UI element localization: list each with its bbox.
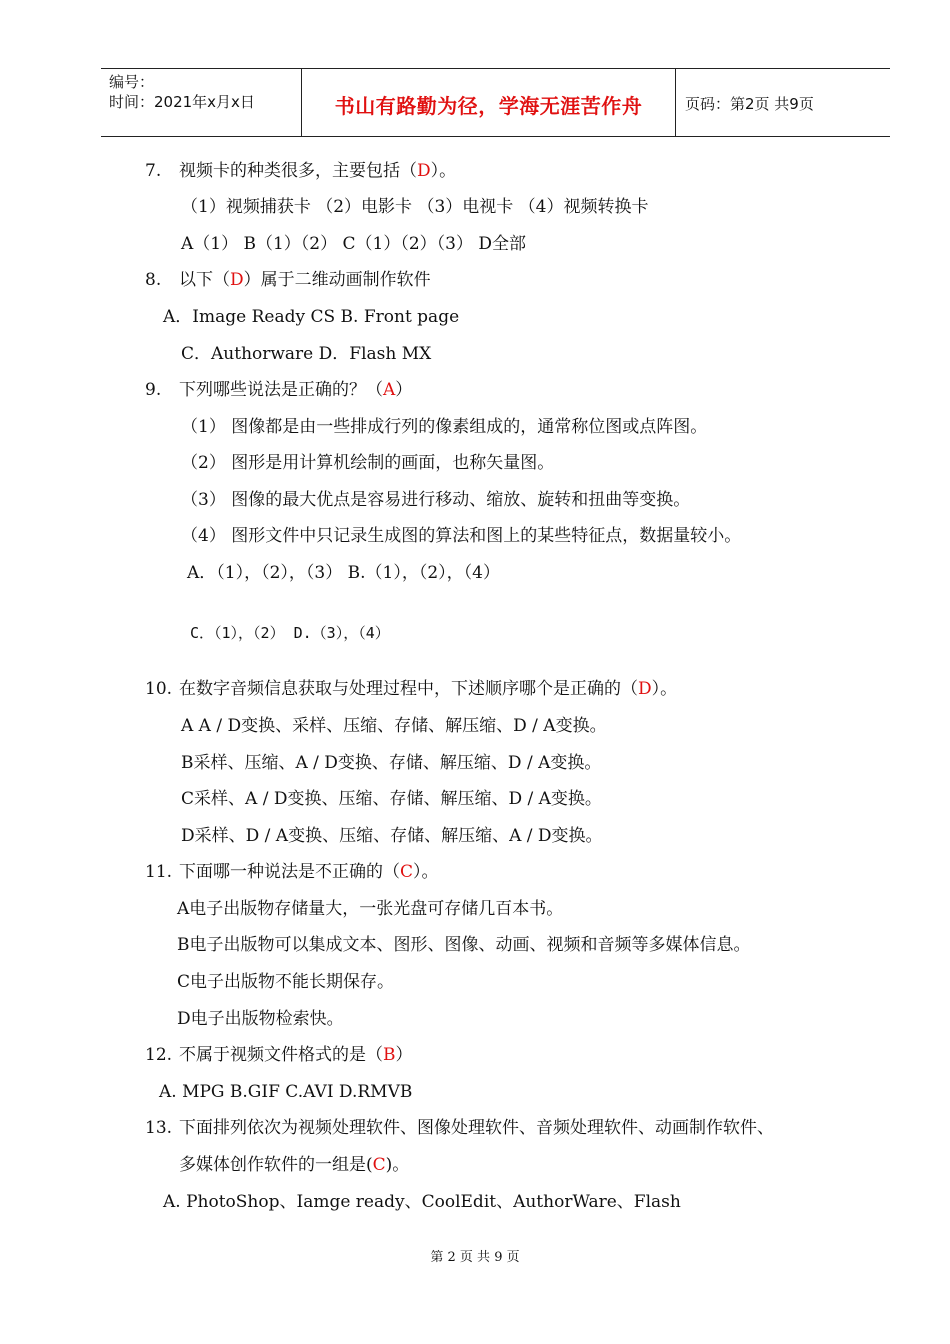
answer-mark: A	[383, 380, 396, 400]
question-10	[145, 678, 677, 700]
question-number: 12.	[145, 1045, 173, 1065]
answer-mark: D	[417, 161, 431, 181]
question-text: 不属于视频文件格式的是（	[179, 1045, 383, 1065]
question-10-option-b: B采样、压缩、A / D变换、存储、解压缩、D / A变换。	[181, 753, 602, 773]
question-9-statement-3: （3） 图像的最大优点是容易进行移动、缩放、旋转和扭曲等变换。	[181, 490, 691, 510]
answer-mark: D	[638, 679, 652, 699]
question-9-statement-4: （4） 图形文件中只记录生成图的算法和图上的某些特征点，数据量较小。	[181, 526, 742, 546]
question-text: ）	[395, 1045, 413, 1065]
question-8-options-ab: A．Image Ready CS B. Front page	[163, 307, 460, 327]
question-11-option-d: D电子出版物检索快。	[177, 1009, 344, 1029]
question-11-option-a: A电子出版物存储量大，一张光盘可存储几百本书。	[177, 899, 564, 919]
question-13	[145, 1117, 774, 1139]
doc-time: 时间：2021年x月x日	[109, 93, 255, 111]
question-8	[145, 269, 431, 291]
question-number: 7.	[145, 161, 162, 181]
question-text: ）。	[430, 161, 457, 181]
question-13-option-a: A. PhotoShop、Iamge ready、CoolEdit、AuthorWare、Flash	[163, 1192, 681, 1212]
question-11-option-c: C电子出版物不能长期保存。	[177, 972, 395, 992]
answer-mark: C	[400, 862, 414, 882]
question-9-statement-2: （2） 图形是用计算机绘制的画面，也称矢量图。	[181, 453, 555, 473]
question-text: 在数字音频信息获取与处理过程中，下述顺序哪个是正确的（	[179, 679, 638, 699]
question-text: ）属于二维动画制作软件	[243, 270, 431, 290]
header-divider	[675, 69, 676, 136]
question-text: ）	[395, 380, 413, 400]
question-text: ）。	[651, 679, 678, 699]
page-header	[101, 68, 890, 137]
answer-mark: B	[383, 1045, 396, 1065]
question-number: 11.	[145, 862, 173, 882]
question-7-options: A（1） B（1）（2） C（1）（2）（3） D全部	[181, 234, 527, 254]
question-text: 下面哪一种说法是不正确的（	[179, 862, 400, 882]
question-number: 13.	[145, 1118, 173, 1138]
header-motto: 书山有路勤为径，学海无涯苦作舟	[334, 94, 643, 118]
question-11	[145, 861, 439, 883]
question-7-items: （1）视频捕获卡 （2）电影卡 （3）电视卡 （4）视频转换卡	[181, 197, 649, 217]
question-12	[145, 1044, 413, 1066]
question-number: 9.	[145, 380, 162, 400]
question-text: 以下（	[179, 270, 230, 290]
header-page-number: 页码：第2页 共9页	[685, 95, 814, 113]
question-10-option-a: A A / D变换、采样、压缩、存储、解压缩、D / A变换。	[181, 716, 607, 736]
question-text: 下列哪些说法是正确的？（	[179, 380, 383, 400]
question-number: 8.	[145, 270, 162, 290]
question-12-options: A. MPG B.GIF C.AVI D.RMVB	[159, 1082, 413, 1102]
question-11-option-b: B电子出版物可以集成文本、图形、图像、动画、视频和音频等多媒体信息。	[177, 935, 751, 955]
question-7	[145, 160, 456, 182]
question-9-options-cd: C．（1），（2） D.（3），（4）	[190, 624, 390, 642]
question-text: ）。	[413, 862, 439, 882]
question-13-continued	[179, 1154, 409, 1176]
question-text: 视频卡的种类很多，主要包括（	[179, 161, 417, 181]
header-meta	[109, 72, 255, 112]
question-9-options-ab: A．（1），（2），（3） B.（1），（2），（4）	[187, 563, 500, 583]
question-10-option-d: D采样、D / A变换、压缩、存储、解压缩、A / D变换。	[181, 826, 603, 846]
question-10-option-c: C采样、A / D变换、压缩、存储、解压缩、D / A变换。	[181, 789, 602, 809]
question-9-statement-1: （1） 图像都是由一些排成行列的像素组成的，通常称位图或点阵图。	[181, 417, 708, 437]
question-9	[145, 379, 412, 401]
answer-mark: C	[372, 1155, 386, 1175]
answer-mark: D	[230, 270, 244, 290]
question-text: )。	[385, 1155, 410, 1175]
question-number: 10.	[145, 679, 173, 699]
page-footer: 第 2 页 共 9 页	[430, 1250, 520, 1265]
question-text: 多媒体创作软件的一组是(	[179, 1155, 373, 1175]
question-8-options-cd: C．Authorware D．Flash MX	[181, 344, 432, 364]
doc-number-label: 编号：	[109, 73, 155, 91]
question-text: 下面排列依次为视频处理软件、图像处理软件、音频处理软件、动画制作软件、	[179, 1118, 774, 1138]
